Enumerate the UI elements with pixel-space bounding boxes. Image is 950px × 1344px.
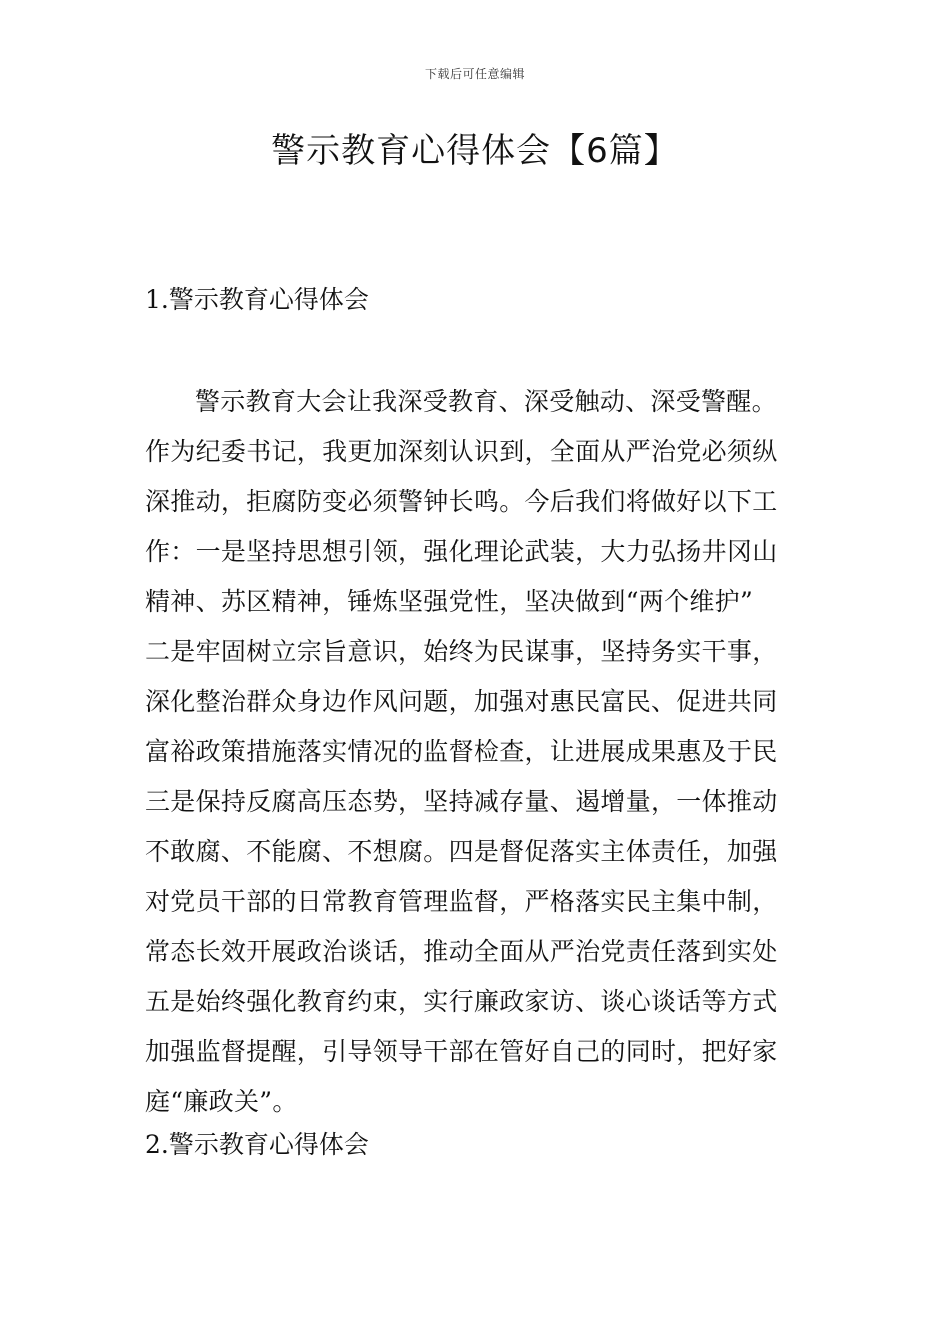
paragraph-line: 庭“廉政关”。 [145, 1087, 298, 1116]
header-note: 下载后可任意编辑 [424, 67, 525, 81]
document-title: 警示教育心得体会【6篇】 [271, 131, 679, 171]
section-1-body [145, 377, 815, 1127]
paragraph-line: 作：一是坚持思想引领，强化理论武装，大力弘扬井冈山 [145, 537, 778, 566]
paragraph-line: 富裕政策措施落实情况的监督检查，让进展成果惠及于民 [145, 737, 778, 766]
paragraph-line: 精神、苏区精神，锤炼坚强党性，坚决做到“两个维护” [145, 587, 754, 616]
paragraph-line: 加强监督提醒，引导领导干部在管好自己的同时，把好家 [145, 1037, 778, 1066]
paragraph-line: 深化整治群众身边作风问题，加强对惠民富民、促进共同 [145, 687, 778, 716]
paragraph-line: 不敢腐、不能腐、不想腐。四是督促落实主体责任，加强 [145, 837, 778, 866]
paragraph-line: 二是牢固树立宗旨意识，始终为民谋事，坚持务实干事， [145, 637, 778, 666]
paragraph-line: 对党员干部的日常教育管理监督，严格落实民主集中制， [145, 887, 778, 916]
paragraph-line: 作为纪委书记，我更加深刻认识到，全面从严治党必须纵 [145, 437, 778, 466]
paragraph-line: 五是始终强化教育约束，实行廉政家访、谈心谈话等方式 [145, 987, 778, 1016]
paragraph-line: 深推动，拒腐防变必须警钟长鸣。今后我们将做好以下工 [145, 487, 778, 516]
section-heading-1: 1.警示教育心得体会 [145, 285, 369, 314]
paragraph-line: 常态长效开展政治谈话，推动全面从严治党责任落到实处 [145, 937, 778, 966]
paragraph-line: 三是保持反腐高压态势，坚持减存量、遏增量，一体推动 [145, 787, 778, 816]
section-heading-2: 2.警示教育心得体会 [145, 1130, 369, 1159]
paragraph-line: 警示教育大会让我深受教育、深受触动、深受警醒。 [195, 387, 777, 416]
